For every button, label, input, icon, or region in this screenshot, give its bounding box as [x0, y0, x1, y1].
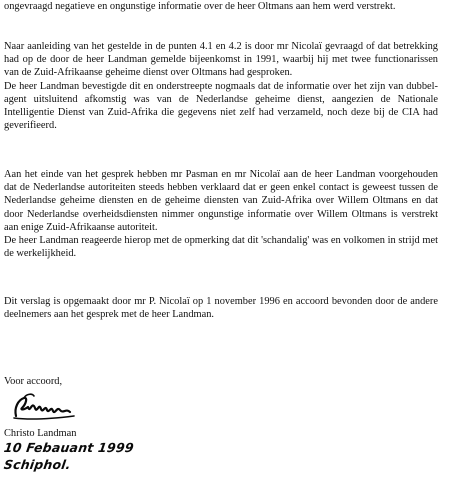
- paragraph-end-of-conversation: [4, 168, 438, 260]
- handwritten-place: Schiphol.: [2, 457, 72, 472]
- paragraph-2-text: Naar aanleiding van het gestelde in de punten 4.1 en 4.2 is door mr Nicolaï gevraagd of dat betrekking had op de door de heer Landman gemelde bijeenkomst in 1991, waarbij hij met twee functionarissen van de Zuid-Afrikaanse geheime dienst over Oltmans had gesproken. De heer Landman bevestigde dit en onderstreepte nogmaals dat de informatie over het zijn van dubbel-agent uitsluitend afkomstig was van de Nederlandse geheime dienst, aangezien de Nationale Intelligentie Dienst van Zuid-Afrika die gegevens niet zelf had verzameld, noch deze bij de CIA had geverifieerd.: [4, 41, 438, 132]
- paragraph-nicolai-question: [4, 40, 438, 132]
- signature-graphic: [10, 390, 100, 425]
- paragraph-3-text: Aan het einde van het gesprek hebben mr Pasman en mr Nicolaï aan de heer Landman voorgehouden dat de Nederlandse autoriteiten steeds hebben verklaard dat er geen enkel contact is geweest tussen de Nederlandse geheime diensten en de geheime diensten van Zuid-Afrika over Willem Oltmans en dat door Nederlandse overheidsdiensten nimmer ongunstige informatie over Willem Oltmans is verstrekt aan enige Zuid-Afrikaanse autoriteit. De heer Landman reageerde hierop met de opmerking dat dit 'schandalig' was en volkomen in strijd met de werkelijkheid.: [4, 169, 438, 260]
- paragraph-continuation: [4, 0, 438, 13]
- handwritten-date: 10 Febauant 1999: [2, 440, 135, 455]
- signatory-name: Christo Landman: [4, 428, 77, 439]
- handwritten-signature: [10, 390, 100, 425]
- paragraph-4-text: Dit verslag is opgemaakt door mr P. Nicolaï op 1 november 1996 en accoord bevonden door de andere deelnemers aan het gesprek met de heer Landman.: [4, 296, 438, 321]
- paragraph-report-statement: [4, 295, 438, 321]
- closing-phrase: Voor accoord,: [4, 376, 63, 387]
- paragraph-1-text: ongevraagd negatieve en ongunstige informatie over de heer Oltmans aan hem werd verstrekt.: [4, 1, 396, 12]
